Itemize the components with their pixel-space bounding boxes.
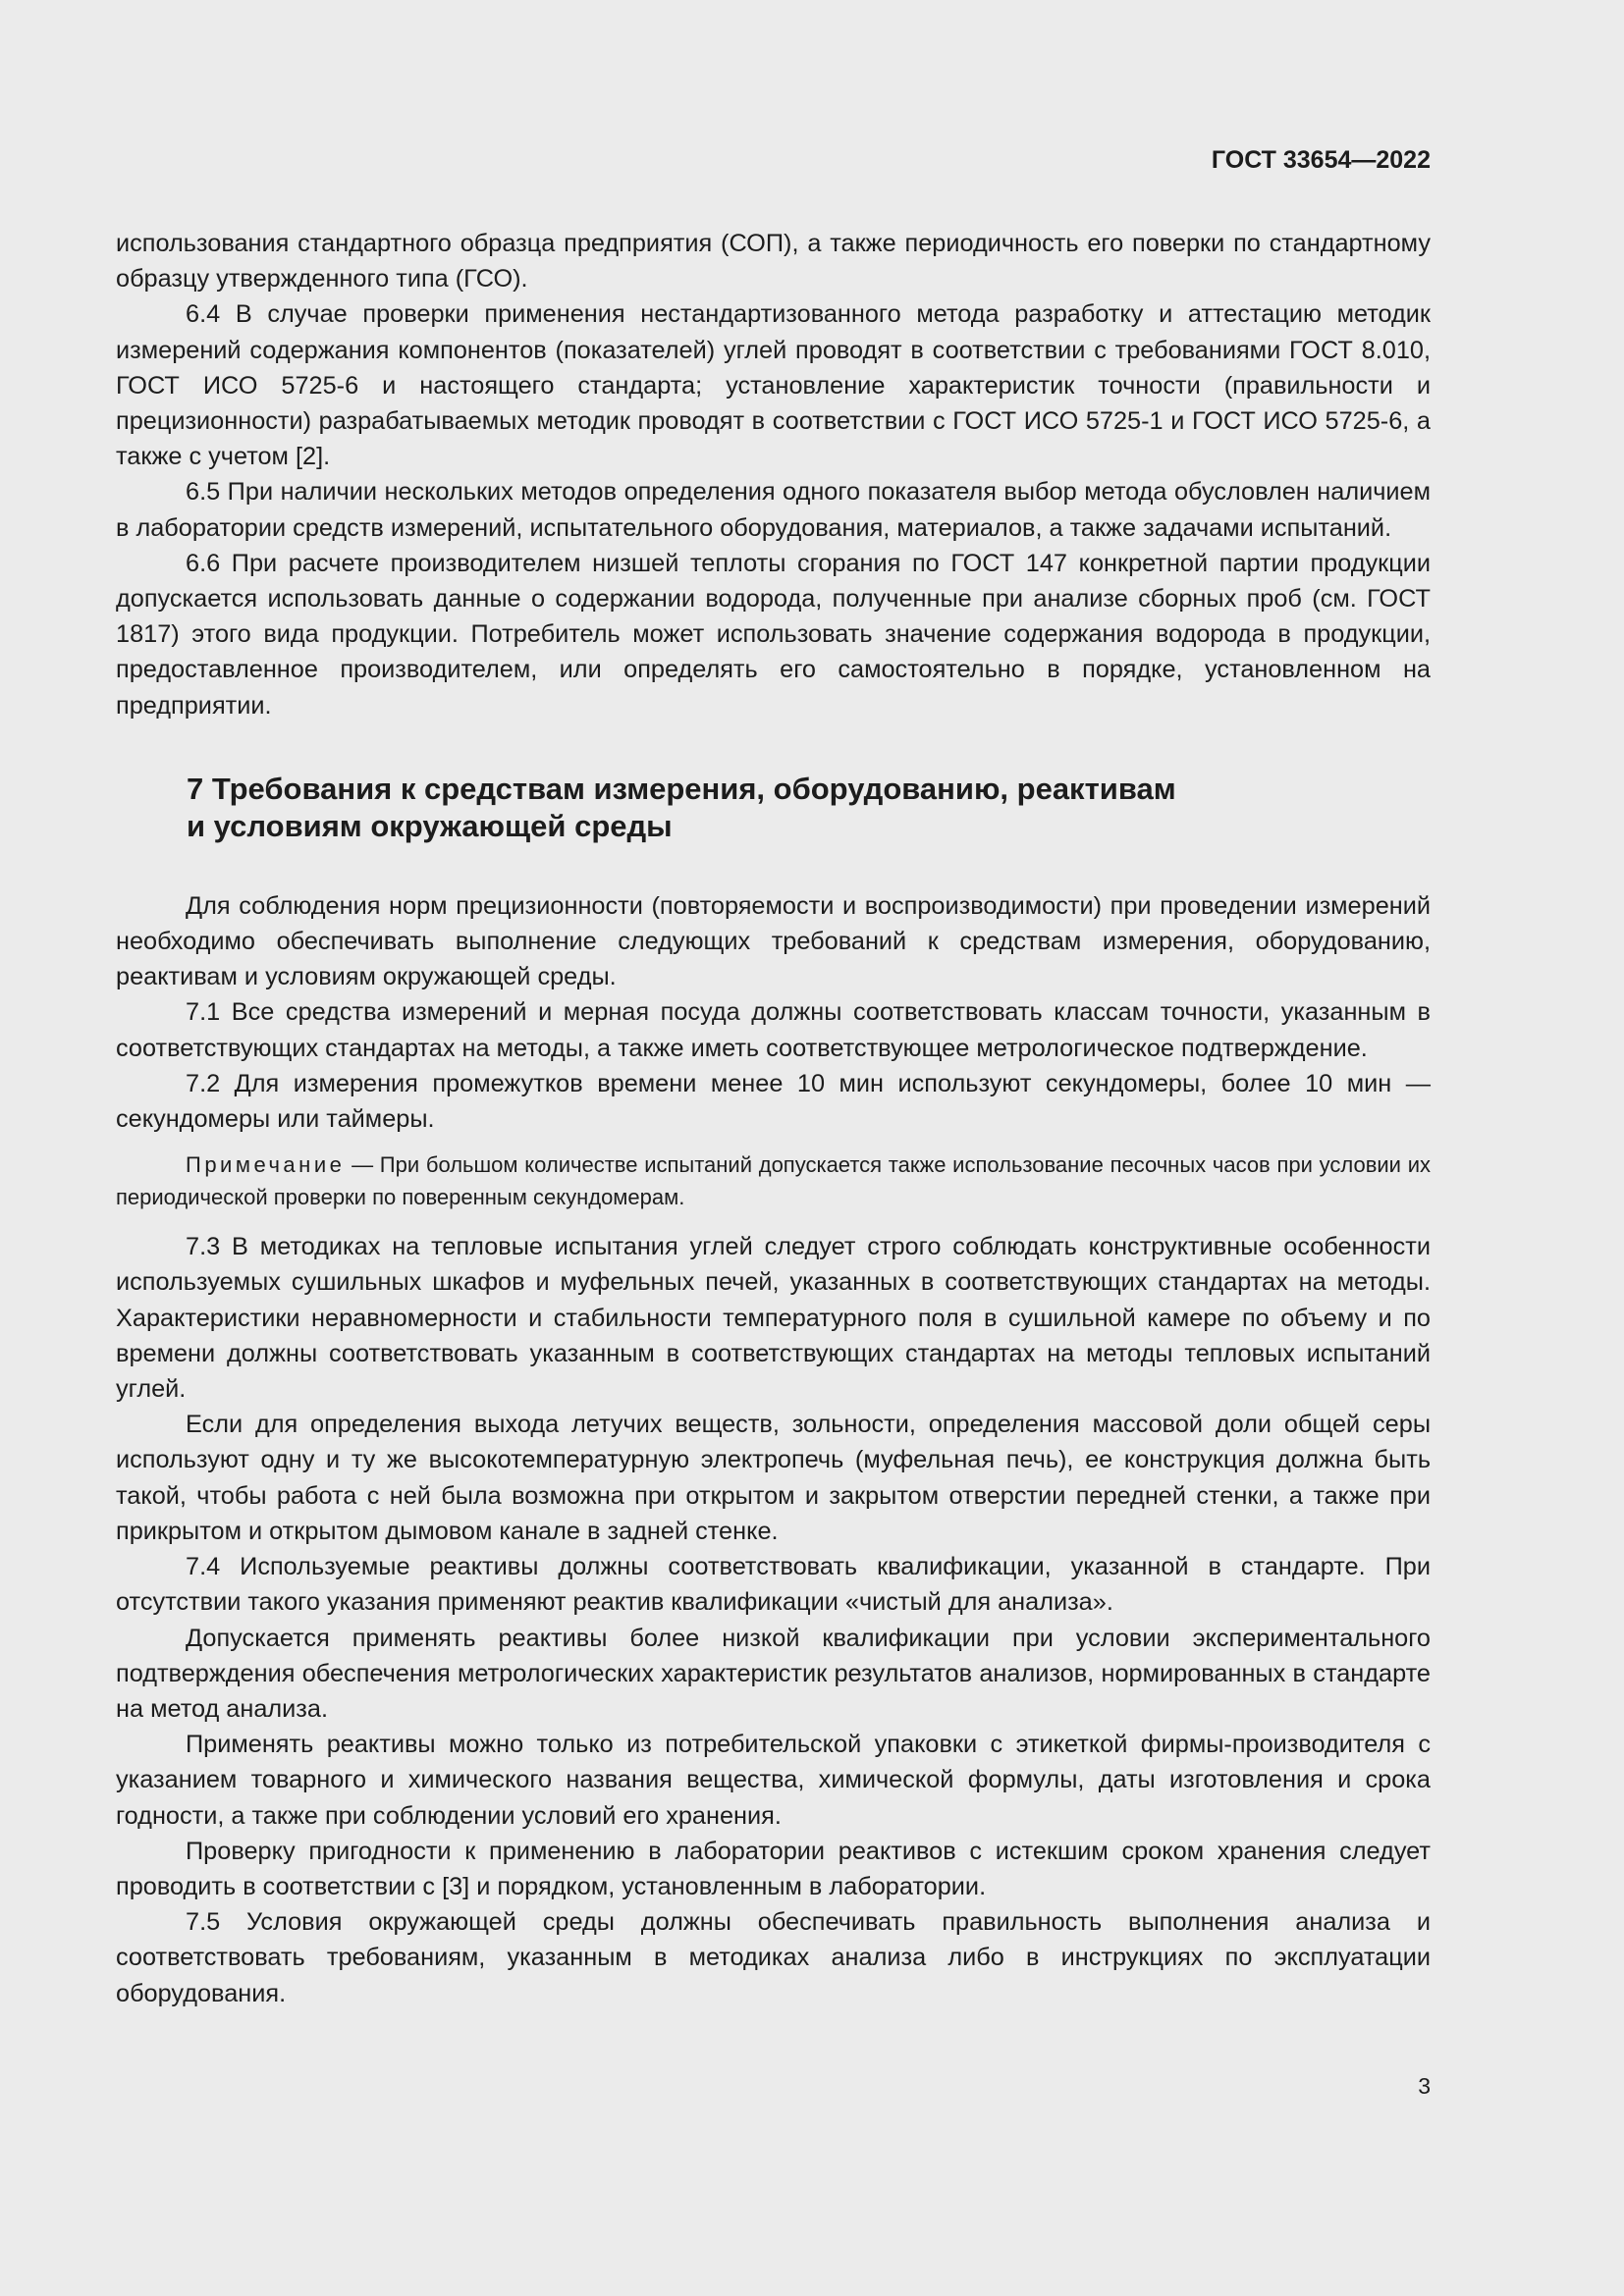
paragraph-6-6: 6.6 При расчете производителем низшей теплоты сгорания по ГОСТ 147 конкретной партии продукции допускается использовать данные о содержании водорода, полученные при анализе сборных проб (см. ГОСТ 1817) этого вида продукции. Потребитель может использовать значение содержания водорода в продукции, предоставленное производителем, или определять его самостоятельно в порядке, установленном на предприятии. <box>116 549 1431 720</box>
section-7-heading <box>187 771 1431 845</box>
note-block <box>116 1148 1431 1213</box>
document-page <box>116 145 1431 2011</box>
paragraph-7-2: 7.2 Для измерения промежутков времени менее 10 мин используют секундомеры, более 10 мин — секундомеры или таймеры. <box>116 1069 1431 1134</box>
note-label: Примечание <box>186 1152 346 1178</box>
paragraph-7-4: 7.4 Используемые реактивы должны соответствовать квалификации, указанной в стандарте. При отсутствии такого указания применяют реактив квалификации «чистый для анализа». <box>116 1553 1431 1617</box>
paragraph-7-4-lower-grade: Допускается применять реактивы более низкой квалификации при условии экспериментального подтверждения обеспечения метрологических характеристик результатов анализов, нормированных в стандарте на метод анализа. <box>116 1624 1431 1723</box>
note-text: — При большом количестве испытаний допускается также использование песочных часов при условии их периодической проверки по поверенным секундомерам. <box>116 1152 1431 1210</box>
paragraph-6-4: 6.4 В случае проверки применения нестандартизованного метода разработку и аттестацию методик измерений содержания компонентов (показателей) углей проводят в соответствии с требованиями ГОСТ 8.010, ГОСТ ИСО 5725-6 и настоящего стандарта; установление характеристик точности (правильности и прецизионности) разрабатываемых методик проводят в соответствии с ГОСТ ИСО 5725-1 и ГОСТ ИСО 5725-6, а также с учетом [2]. <box>116 300 1431 471</box>
section-7-heading-line1: 7 Требования к средствам измерения, оборудованию, реактивам <box>187 771 1176 806</box>
page-number: 3 <box>1418 2073 1431 2099</box>
paragraph-7-5: 7.5 Условия окружающей среды должны обеспечивать правильность выполнения анализа и соответствовать требованиям, указанным в методиках анализа либо в инструкциях по эксплуатации оборудования. <box>116 1908 1431 2007</box>
paragraph-6-5: 6.5 При наличии нескольких методов определения одного показателя выбор метода обусловлен наличием в лаборатории средств измерений, испытательного оборудования, материалов, а также задачами испытаний. <box>116 478 1431 542</box>
section-7-heading-line2: и условиям окружающей среды <box>187 808 673 843</box>
paragraph-7-3-furnace: Если для определения выхода летучих веществ, зольности, определения массовой доли общей серы используют одну и ту же высокотемпературную электропечь (муфельная печь), ее конструкция должна быть такой, чтобы работа с ней была возможна при открытом и закрытом отверстии передней стенки, а также при прикрытом и открытом дымовом канале в задней стенке. <box>116 1411 1431 1545</box>
paragraph-7-3: 7.3 В методиках на тепловые испытания углей следует строго соблюдать конструктивные особенности используемых сушильных шкафов и муфельных печей, указанных в соответствующих стандартах на методы. Характеристики неравномерности и стабильности температурного поля в сушильной камере по объему и по времени должны соответствовать указанным в соответствующих стандартах на методы тепловых испытаний углей. <box>116 1233 1431 1404</box>
paragraph-7-1: 7.1 Все средства измерений и мерная посуда должны соответствовать классам точности, указанным в соответствующих стандартах на методы, а также иметь соответствующее метрологическое подтверждение. <box>116 998 1431 1062</box>
standard-header: ГОСТ 33654—2022 <box>1211 146 1431 174</box>
paragraph-section-7-intro: Для соблюдения норм прецизионности (повторяемости и воспроизводимости) при проведении измерений необходимо обеспечивать выполнение следующих требований к средствам измерения, оборудованию, реактивам и условиям окружающей среды. <box>116 891 1431 991</box>
paragraph-7-4-packaging: Применять реактивы можно только из потребительской упаковки с этикеткой фирмы-производителя с указанием товарного и химического названия вещества, химической формулы, даты изготовления и срока годности, а также при соблюдении условий его хранения. <box>116 1731 1431 1830</box>
paragraph-continuation: использования стандартного образца предприятия (СОП), а также периодичность его поверки по стандартному образцу утвержденного типа (ГСО). <box>116 230 1431 294</box>
paragraph-7-4-expired: Проверку пригодности к применению в лаборатории реактивов с истекшим сроком хранения следует проводить в соответствии с [3] и порядком, установленным в лаборатории. <box>116 1837 1431 1900</box>
